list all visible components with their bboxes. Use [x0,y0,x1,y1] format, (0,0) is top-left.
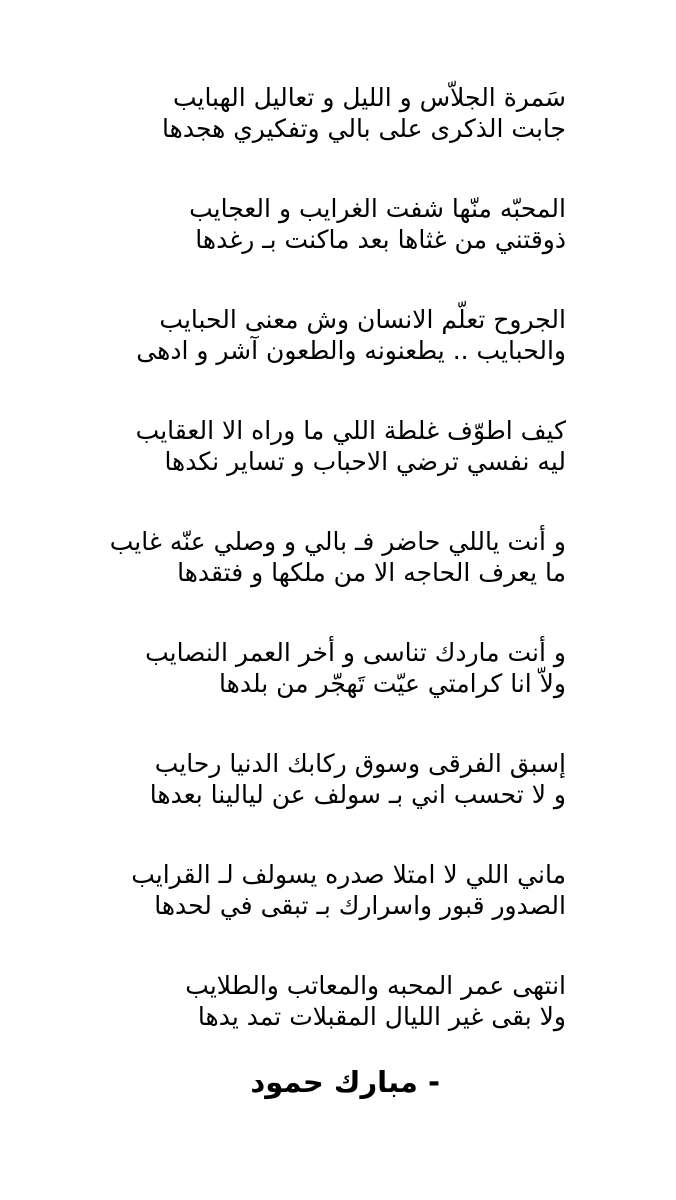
stanza-4 [66,415,566,477]
verse-line: الصدور قبور واسرارك بـ تبقى في لحدها [154,891,566,920]
verse-line: ما يعرف الحاجه الا من ملكها و فتقدها [177,558,566,587]
stanza-9 [66,970,566,1032]
verse-line: ولا بقى غير الليال المقبلات تمد يدها [197,1002,566,1031]
verse-line: و لا تحسب اني بـ سولف عن ليالينا بعدها [149,780,566,809]
verse-line: ليه نفسي ترضي الاحباب و تساير نكدها [164,447,566,476]
poem-body [66,82,566,1081]
verse-line: كيف اطوّف غلطة اللي ما وراه الا العقايب [135,416,566,445]
stanza-6 [66,637,566,699]
verse-line: المحبّه منّها شفت الغرايب و العجايب [189,194,566,223]
verse-line: ذوقتني من غثاها بعد ماكنت بـ رغدها [195,225,566,254]
stanza-2 [66,193,566,255]
verse-line: و أنت ياللي حاضر فـ بالي و وصلي عنّه غايب [109,527,566,556]
verse-line: ماني اللي لا امتلا صدره يسولف لـ القرايب [131,860,566,889]
verse-line: والحبايب .. يطعنونه والطعون آشر و ادهى [136,336,566,365]
verse-line: سَمرة الجلاّس و الليل و تعاليل الهبايب [172,83,566,112]
verse-line: انتهى عمر المحبه والمعاتب والطلايب [185,971,566,1000]
verse-line: ولاّ انا كرامتي عيّت تَهجّر من بلدها [219,669,566,698]
stanza-3 [66,304,566,366]
stanza-8 [66,859,566,921]
verse-line: جابت الذكرى على بالي وتفكيري هجدها [162,114,566,143]
verse-line: إسبق الفرقى وسوق ركابك الدنيا رحايب [154,749,566,778]
verse-line: و أنت ماردك تناسى و أخر العمر النصايب [145,638,566,667]
poet-signature: - مبارك حمود [250,1065,440,1099]
stanza-1 [66,82,566,144]
stanza-5 [66,526,566,588]
verse-line: الجروح تعلّم الانسان وش معنى الحبايب [159,305,566,334]
stanza-7 [66,748,566,810]
